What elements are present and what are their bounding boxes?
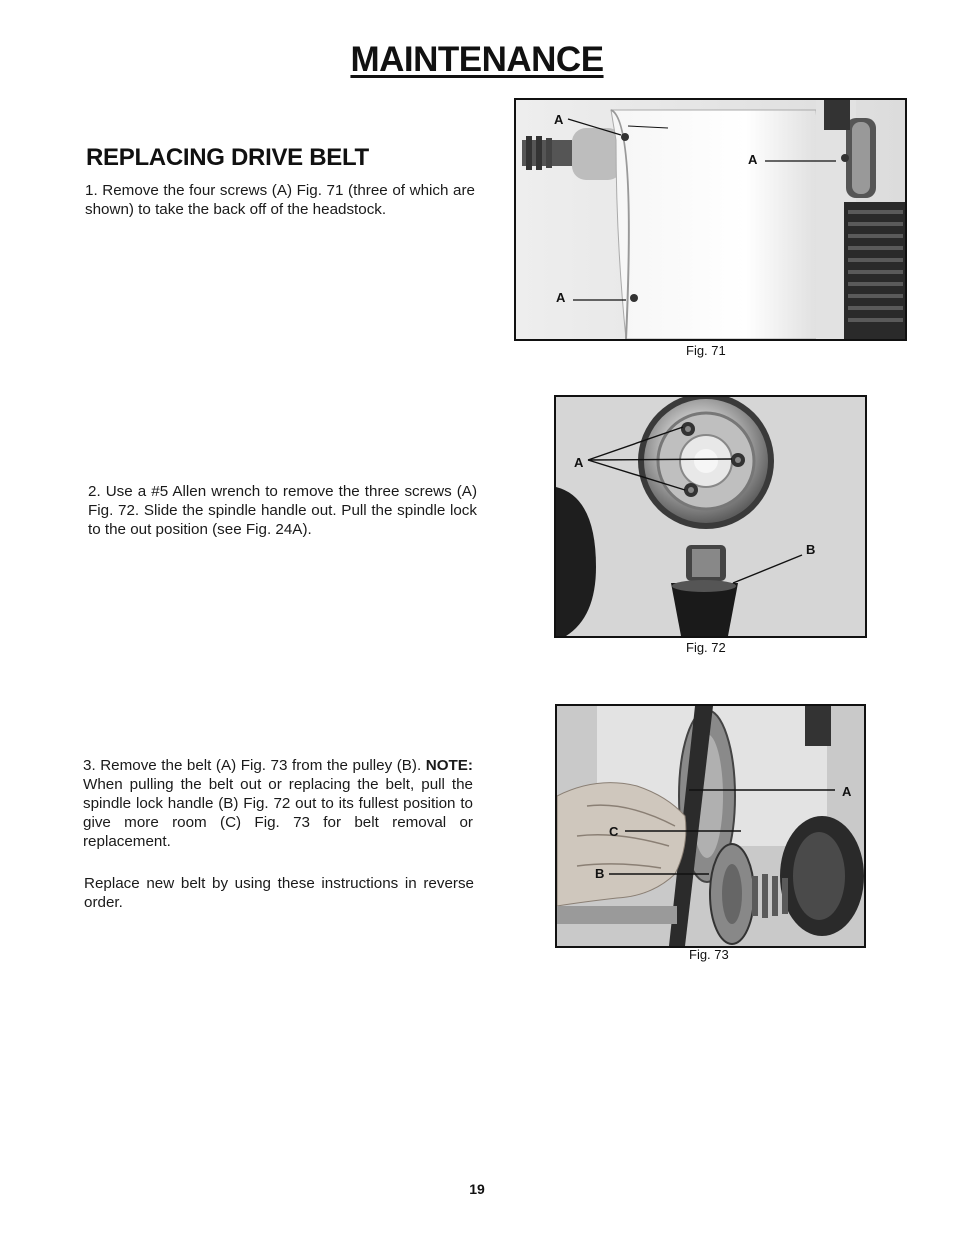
- figure-72-illustration: [556, 397, 865, 636]
- fig71-label-a-right: A: [748, 152, 758, 167]
- figure-72-caption: Fig. 72: [686, 640, 726, 655]
- figure-71-photo: [514, 98, 907, 341]
- figure-73-caption: Fig. 73: [689, 947, 729, 962]
- fig71-label-a-top: A: [554, 112, 564, 127]
- fig73-label-c: C: [609, 824, 619, 839]
- step-3-text: [83, 756, 473, 851]
- fig72-label-a: A: [574, 455, 584, 470]
- figure-73-photo: [555, 704, 866, 948]
- note-text: When pulling the belt out or replacing the belt, pull the spindle lock handle (B) Fig. 72 out to its fullest position to give more room (C) Fig. 73 for belt removal or replacement.: [83, 776, 473, 850]
- replace-instruction-text: Replace new belt by using these instructions in reverse order.: [84, 875, 474, 911]
- figure-72-photo: [554, 395, 867, 638]
- fig72-label-b: B: [806, 542, 816, 557]
- page-title: MAINTENANCE: [350, 40, 604, 79]
- step-1-text: 1. Remove the four screws (A) Fig. 71 (three of which are shown) to take the back off of the headstock.: [85, 182, 475, 218]
- fig73-label-b: B: [595, 866, 605, 881]
- note-label: NOTE:: [425, 757, 473, 774]
- fig73-label-a: A: [842, 784, 852, 799]
- step-3-intro: 3. Remove the belt (A) Fig. 73 from the pulley (B).: [83, 757, 422, 774]
- fig71-label-a-bottom: A: [556, 290, 566, 305]
- figure-73-illustration: [557, 706, 864, 946]
- figure-71-illustration: [516, 100, 905, 339]
- section-heading: REPLACING DRIVE BELT: [86, 144, 369, 171]
- page-number: 19: [469, 1181, 485, 1197]
- step-2-text: 2. Use a #5 Allen wrench to remove the three screws (A) Fig. 72. Slide the spindle handle out. Pull the spindle lock to the out position (see Fig. 24A).: [88, 483, 477, 538]
- figure-71-caption: Fig. 71: [686, 343, 726, 358]
